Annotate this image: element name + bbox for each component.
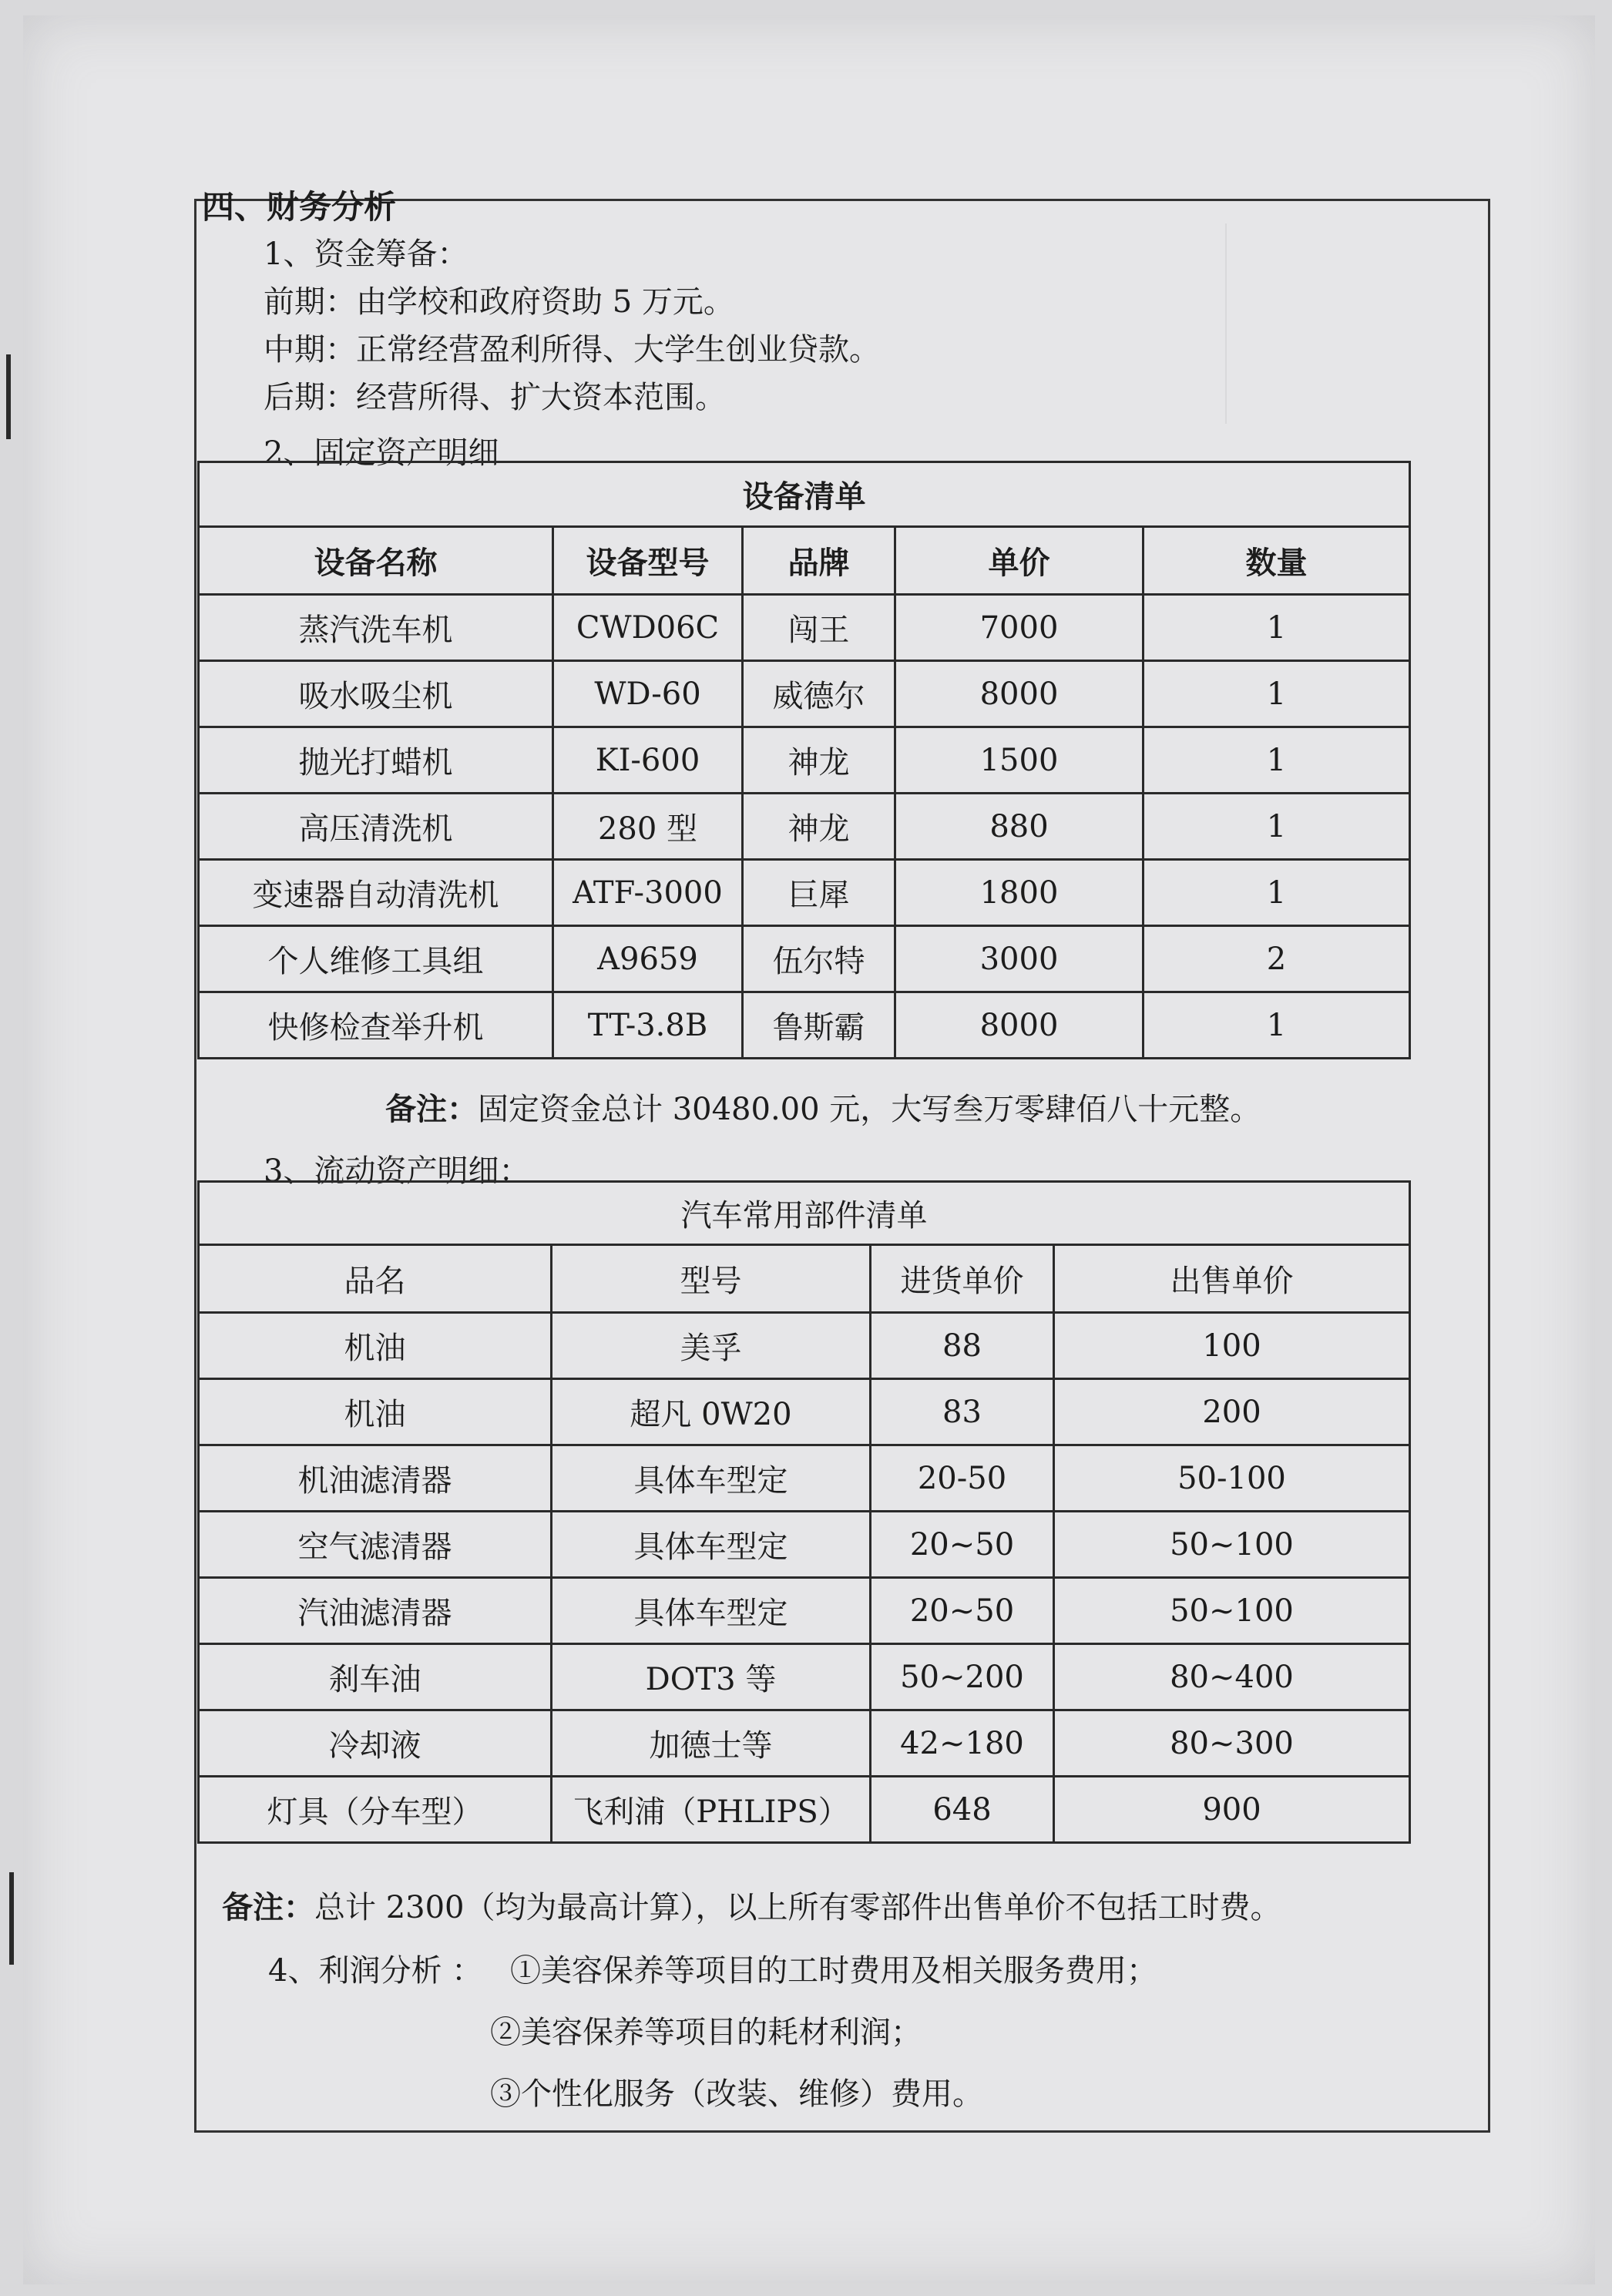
- cell-sale: 50~100: [1054, 1578, 1410, 1644]
- cell-price: 3000: [895, 926, 1144, 992]
- cell-item: 汽油滤清器: [199, 1578, 552, 1644]
- profit-item-1: ①美容保养等项目的工时费用及相关服务费用；: [510, 1953, 1157, 1989]
- cell-item: 空气滤清器: [199, 1512, 552, 1578]
- cell-sale: 200: [1054, 1379, 1410, 1445]
- cell-model: 超凡 0W20: [552, 1379, 871, 1445]
- cell-model: DOT3 等: [552, 1644, 871, 1710]
- table-row: [199, 1379, 1410, 1445]
- cell-model: 美孚: [552, 1313, 871, 1379]
- cell-price: 8000: [895, 992, 1144, 1059]
- col-purchase-price: 进货单价: [871, 1245, 1054, 1313]
- cell-purchase: 88: [871, 1313, 1054, 1379]
- cell-purchase: 83: [871, 1379, 1054, 1445]
- col-equipment-model: 设备型号: [553, 527, 743, 595]
- col-unit-price: 单价: [895, 527, 1144, 595]
- cell-price: 1800: [895, 860, 1144, 926]
- funding-line-early: 前期：由学校和政府资助 5 万元。: [264, 284, 734, 320]
- cell-model: A9659: [553, 926, 743, 992]
- col-item-model: 型号: [552, 1245, 871, 1313]
- cell-model: KI-600: [553, 727, 743, 794]
- cell-brand: 伍尔特: [743, 926, 895, 992]
- equipment-header-row: [199, 527, 1410, 595]
- cell-item: 灯具（分车型）: [199, 1777, 552, 1843]
- cell-name: 吸水吸尘机: [199, 661, 553, 727]
- col-quantity: 数量: [1144, 527, 1410, 595]
- cell-name: 个人维修工具组: [199, 926, 553, 992]
- cell-purchase: 50~200: [871, 1644, 1054, 1710]
- cell-item: 机油滤清器: [199, 1445, 552, 1512]
- cell-model: WD-60: [553, 661, 743, 727]
- parts-table: [197, 1180, 1411, 1844]
- note-label: 备注：: [222, 1889, 314, 1925]
- equipment-table-title: 设备清单: [199, 462, 1410, 527]
- cell-item: 机油: [199, 1379, 552, 1445]
- table-row: [199, 1512, 1410, 1578]
- funding-line-late: 后期：经营所得、扩大资本范围。: [264, 380, 726, 415]
- cell-purchase: 42~180: [871, 1710, 1054, 1777]
- table-row: [199, 1445, 1410, 1512]
- cell-price: 880: [895, 794, 1144, 860]
- cell-purchase: 20-50: [871, 1445, 1054, 1512]
- cell-price: 7000: [895, 595, 1144, 661]
- cell-sale: 50~100: [1054, 1512, 1410, 1578]
- parts-header-row: [199, 1245, 1410, 1313]
- cell-qty: 1: [1144, 794, 1410, 860]
- cell-item: 机油: [199, 1313, 552, 1379]
- funding-line-middle: 中期：正常经营盈利所得、大学生创业贷款。: [264, 332, 880, 368]
- cell-model: 280 型: [553, 794, 743, 860]
- current-assets-heading: 3、流动资产明细：: [264, 1153, 530, 1189]
- cell-qty: 1: [1144, 860, 1410, 926]
- cell-qty: 1: [1144, 992, 1410, 1059]
- cell-qty: 1: [1144, 727, 1410, 794]
- table-row: [199, 794, 1410, 860]
- binding-mark: [6, 354, 11, 439]
- cell-purchase: 648: [871, 1777, 1054, 1843]
- cell-sale: 100: [1054, 1313, 1410, 1379]
- note-text: 固定资金总计 30480.00 元，大写叁万零肆佰八十元整。: [478, 1092, 1261, 1127]
- equipment-table: [197, 461, 1411, 1059]
- cell-purchase: 20~50: [871, 1512, 1054, 1578]
- table-row: [199, 1578, 1410, 1644]
- table-row: [199, 1710, 1410, 1777]
- note-label: 备注：: [385, 1091, 478, 1127]
- col-equipment-name: 设备名称: [199, 527, 553, 595]
- table-row: [199, 1644, 1410, 1710]
- cell-brand: 威德尔: [743, 661, 895, 727]
- cell-qty: 1: [1144, 595, 1410, 661]
- fixed-assets-heading: 2、固定资产明细: [264, 435, 499, 471]
- cell-model: ATF-3000: [553, 860, 743, 926]
- cell-brand: 神龙: [743, 794, 895, 860]
- cell-model: TT-3.8B: [553, 992, 743, 1059]
- col-item-name: 品名: [199, 1245, 552, 1313]
- cell-model: 具体车型定: [552, 1578, 871, 1644]
- cell-brand: 巨犀: [743, 860, 895, 926]
- cell-qty: 1: [1144, 661, 1410, 727]
- col-brand: 品牌: [743, 527, 895, 595]
- cell-name: 变速器自动清洗机: [199, 860, 553, 926]
- cell-name: 快修检查举升机: [199, 992, 553, 1059]
- binding-mark: [9, 1872, 14, 1965]
- table-row: [199, 595, 1410, 661]
- cell-price: 1500: [895, 727, 1144, 794]
- cell-sale: 900: [1054, 1777, 1410, 1843]
- cell-qty: 2: [1144, 926, 1410, 992]
- section-title: 四、财务分析: [202, 188, 397, 226]
- cell-item: 冷却液: [199, 1710, 552, 1777]
- current-assets-note: [222, 1889, 1281, 1925]
- profit-item-3: ③个性化服务（改装、维修）费用。: [490, 2076, 983, 2112]
- cell-model: 加德士等: [552, 1710, 871, 1777]
- table-row: [199, 860, 1410, 926]
- table-row: [199, 1313, 1410, 1379]
- profit-heading: 4、利润分析 ：: [268, 1953, 483, 1989]
- note-text: 总计 2300（均为最高计算），以上所有零部件出售单价不包括工时费。: [314, 1890, 1281, 1925]
- col-sale-price: 出售单价: [1054, 1245, 1410, 1313]
- cell-model: 具体车型定: [552, 1512, 871, 1578]
- paper-sheet: [23, 15, 1595, 2284]
- cell-model: 飞利浦（PHLIPS）: [552, 1777, 871, 1843]
- cell-price: 8000: [895, 661, 1144, 727]
- cell-brand: 鲁斯霸: [743, 992, 895, 1059]
- table-row: [199, 926, 1410, 992]
- table-row: [199, 661, 1410, 727]
- cell-sale: 50-100: [1054, 1445, 1410, 1512]
- cell-model: 具体车型定: [552, 1445, 871, 1512]
- cell-sale: 80~400: [1054, 1644, 1410, 1710]
- funding-heading: 1、资金筹备：: [264, 237, 468, 272]
- fixed-assets-note: [385, 1091, 1261, 1127]
- cell-sale: 80~300: [1054, 1710, 1410, 1777]
- parts-table-title: 汽车常用部件清单: [199, 1182, 1410, 1245]
- cell-model: CWD06C: [553, 595, 743, 661]
- table-row: [199, 1777, 1410, 1843]
- profit-item-2: ②美容保养等项目的耗材利润；: [490, 2015, 922, 2050]
- cell-brand: 神龙: [743, 727, 895, 794]
- cell-brand: 闯王: [743, 595, 895, 661]
- table-row: [199, 992, 1410, 1059]
- cell-purchase: 20~50: [871, 1578, 1054, 1644]
- cell-name: 高压清洗机: [199, 794, 553, 860]
- cell-item: 刹车油: [199, 1644, 552, 1710]
- cell-name: 抛光打蜡机: [199, 727, 553, 794]
- table-row: [199, 727, 1410, 794]
- cell-name: 蒸汽洗车机: [199, 595, 553, 661]
